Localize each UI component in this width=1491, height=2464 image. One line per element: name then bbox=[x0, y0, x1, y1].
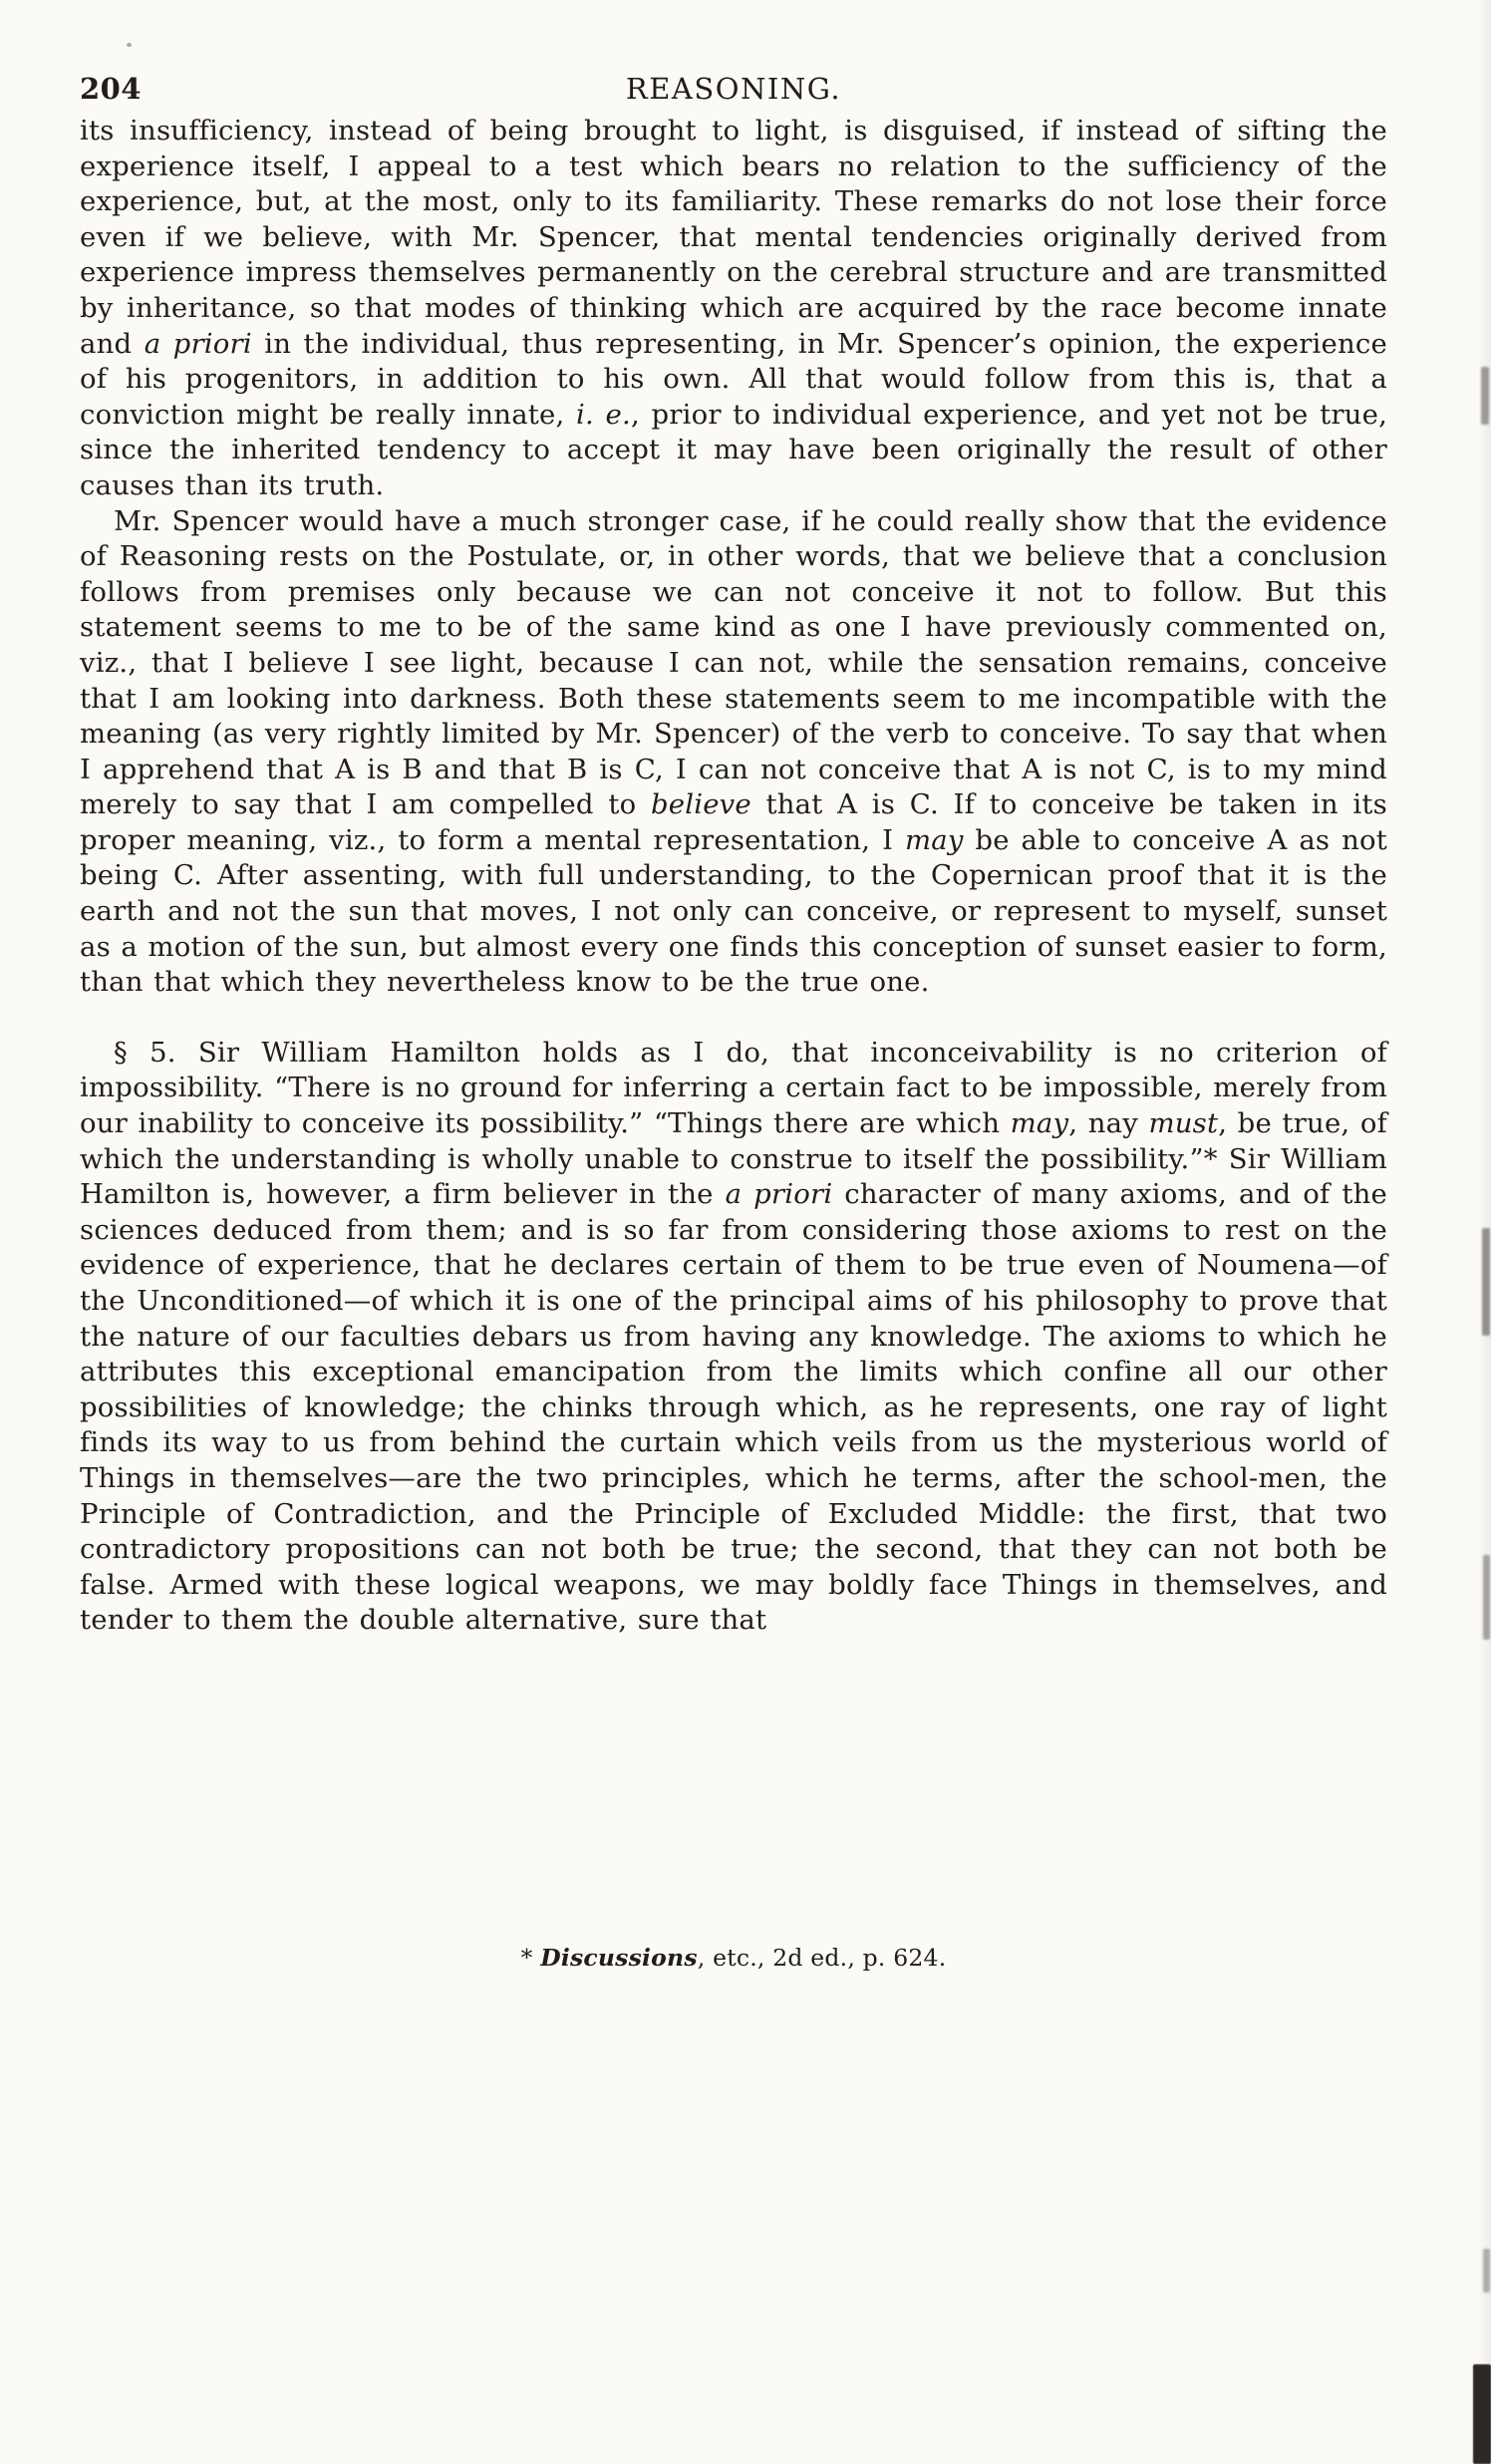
text-run: be able to conceive A as not being C. After assenting, with full understanding, to the Copernican proof that it is the earth and not the sun that moves, I not only can conceive, or represent to myself, sunset as a motion of the sun, but almost every one finds this conception of sunset easier to form, than that which they nevertheless know to be the true one. bbox=[80, 823, 1387, 999]
text-run: in the individual, thus representing, in Mr. Spencer’s opinion, the experience of his progenitors, in addition to his own. All that would follow from this is, that a conviction might be really innate, bbox=[80, 327, 1388, 431]
page-number: 204 bbox=[80, 72, 143, 106]
text-run: that A is C. If to conceive be taken in its proper meaning, viz., to form a mental representation, I bbox=[80, 788, 1387, 856]
scan-artifact bbox=[1473, 2364, 1491, 2464]
text-run: , prior to individual experience, and yet not be true, since the inherited tendency to accept it may have been originally the result of other causes than its truth. bbox=[80, 398, 1388, 501]
italic-text-run: believe bbox=[650, 788, 751, 821]
page-header bbox=[80, 72, 1387, 106]
footnote bbox=[80, 1944, 1387, 1972]
paragraph bbox=[80, 1036, 1387, 1639]
scan-artifact bbox=[127, 43, 132, 47]
scan-artifact bbox=[1483, 1555, 1490, 1640]
text-run: § 5. Sir William Hamilton holds as I do, that inconceivability is no criterion of impossibility. “There is no ground for inferring a certain fact to be impossible, merely from our inability to conceive its possibility.” “Things there are which bbox=[80, 1036, 1387, 1140]
italic-text-run: a priori bbox=[725, 1178, 833, 1211]
text-run: , nay bbox=[1068, 1107, 1149, 1140]
body-text bbox=[80, 114, 1387, 1639]
italic-text-run: i. e. bbox=[576, 398, 631, 431]
italic-text-run: must bbox=[1148, 1107, 1219, 1140]
running-head-title: REASONING. bbox=[625, 72, 842, 106]
italic-text-run: may bbox=[904, 823, 964, 856]
scan-artifact bbox=[1482, 1228, 1490, 1336]
italic-text-run: a priori bbox=[144, 327, 252, 360]
text-run: * bbox=[520, 1944, 541, 1972]
italic-text-run: Discussions bbox=[540, 1944, 698, 1972]
paragraph bbox=[80, 504, 1387, 1001]
text-run: Mr. Spencer would have a much stronger case, if he could really show that the evidence of Reasoning rests on the Postulate, or, in other words, that we believe that a conclusion follows from premises only because we can not conceive it not to follow. But this statement seems to me to be of the same kind as one I have previously commented on, viz., that I believe I see light, because I can not, while the sensation remains, conceive that I am looking into darkness. Both these statements seem to me incompatible with the meaning (as very rightly limited by Mr. Spencer) of the verb to conceive. To say that when I apprehend that A is B and that B is C, I can not conceive that A is not C, is to my mind merely to say that I am compelled to bbox=[80, 504, 1387, 821]
text-run: character of many axioms, and of the sciences deduced from them; and is so far from considering those axioms to rest on the evidence of experience, that he declares certain of them to be true even of Noumena—of the Unconditioned—of which it is one of the principal aims of his philosophy to prove that the nature of our faculties debars us from having any knowledge. The axioms to which he attributes this exceptional emancipation from the limits which confine all our other possibilities of knowledge; the chinks through which, as he represents, one ray of light finds its way to us from behind the curtain which veils from us the mysterious world of Things in themselves—are the two principles, which he terms, after the school-men, the Principle of Contradiction, and the Principle of Excluded Middle: the first, that two contradictory propositions can not both be true; the second, that they can not both be false. Armed with these logical weapons, we may boldly face Things in themselves, and tender to them the double alternative, sure that bbox=[80, 1178, 1387, 1637]
scan-artifact bbox=[1481, 367, 1489, 425]
text-run: , be true, of which the understanding is wholly unable to construe to itself the possibility.”* Sir William Hamilton is, however, a firm believer in the bbox=[80, 1107, 1387, 1211]
scan-artifact bbox=[1483, 2249, 1490, 2293]
paragraph bbox=[80, 114, 1387, 504]
text-run: its insufficiency, instead of being brought to light, is disguised, if instead of sifting the experience itself, I appeal to a test which bears no relation to the sufficiency of the experience, but, at the most, only to its familiarity. These remarks do not lose their force even if we believe, with Mr. Spencer, that mental tendencies originally derived from experience impress themselves permanently on the cerebral structure and are transmitted by inheritance, so that modes of thinking which are acquired by the race become innate and bbox=[80, 115, 1387, 360]
text-run: , etc., 2d ed., p. 624. bbox=[697, 1944, 947, 1972]
italic-text-run: may bbox=[1010, 1107, 1069, 1140]
